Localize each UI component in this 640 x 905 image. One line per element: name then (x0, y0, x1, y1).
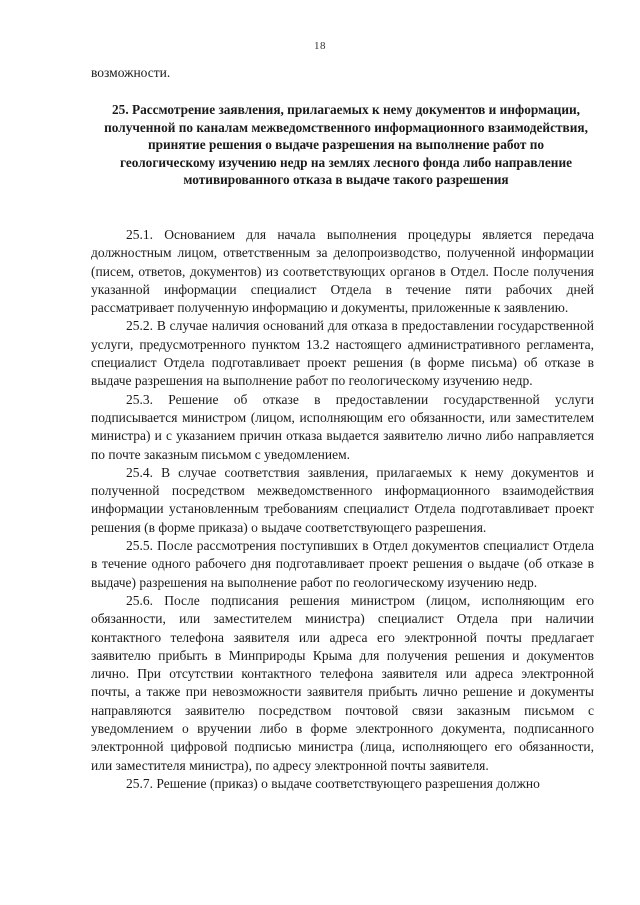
paragraph-25-6: 25.6. После подписания решения министром (лицом, исполняющим его обязанности, или заместителем министра) специалист Отдела при наличии контактного телефона заявителя или адреса его электронной почты предлагает заявителю прибыть в Минприроды Крыма для получения решения и документов лично. При отсутствии контактного телефона заявителя или адреса электронной почты, а также при невозможности заявителя прибыть лично решение и документы направляются заявителю посредством почтовой связи заказным письмом с уведомлением о вручении либо в форме электронного документа, подписанного электронной цифровой подписью министра (лица, исполняющего его обязанности, или заместителя министра), по адресу электронной почты заявителя. (91, 592, 594, 773)
paragraph-25-1: 25.1. Основанием для начала выполнения процедуры является передача должностным лицом, ответственным за делопроизводство, полученной информации (писем, ответов, документов) из соответствующих органов в Отдел. После получения указанной информации специалист Отдела в течение пяти рабочих дней рассматривает полученную информацию и документы, приложенные к заявлению. (91, 227, 594, 316)
continuation-text: возможности. (91, 65, 171, 80)
section-heading: 25. Рассмотрение заявления, прилагаемых к нему документов и информации, полученной по каналам межведомственного информационного взаимодействия, принятие решения о выдаче разрешения на выполнение работ по геологическому изучению недр на землях лесного фонда либо направление мотивированного отказа в выдаче такого разрешения (104, 102, 588, 187)
paragraph-25-7: 25.7. Решение (приказ) о выдаче соответствующего разрешения должно (126, 775, 540, 791)
document-body (91, 226, 594, 793)
paragraph-25-5: 25.5. После рассмотрения поступивших в Отдел документов специалист Отдела в течение одного рабочего дня подготавливает проект решения о выдаче (об отказе в выдаче) разрешения на выполнение работ по геологическому изучению недр. (91, 538, 594, 590)
paragraph-25-3: 25.3. Решение об отказе в предоставлении государственной услуги подписывается министром (лицом, исполняющим его обязанности, или заместителем министра) и с указанием причин отказа выдается заявителю лично либо направляется по почте заказным письмом с уведомлением. (91, 391, 594, 462)
page-number: 18 (314, 40, 326, 52)
paragraph-25-4: 25.4. В случае соответствия заявления, прилагаемых к нему документов и полученной посредством межведомственного информационного взаимодействия информации установленным требованиям специалист Отдела подготавливает проект решения (в форме приказа) о выдаче соответствующего разрешения. (91, 464, 594, 535)
paragraph-25-2: 25.2. В случае наличия оснований для отказа в предоставлении государственной услуги, предусмотренного пунктом 13.2 настоящего административного регламента, специалист Отдела подготавливает проект решения (в форме письма) об отказе в выдаче разрешения на выполнение работ по геологическому изучению недр. (91, 318, 594, 389)
